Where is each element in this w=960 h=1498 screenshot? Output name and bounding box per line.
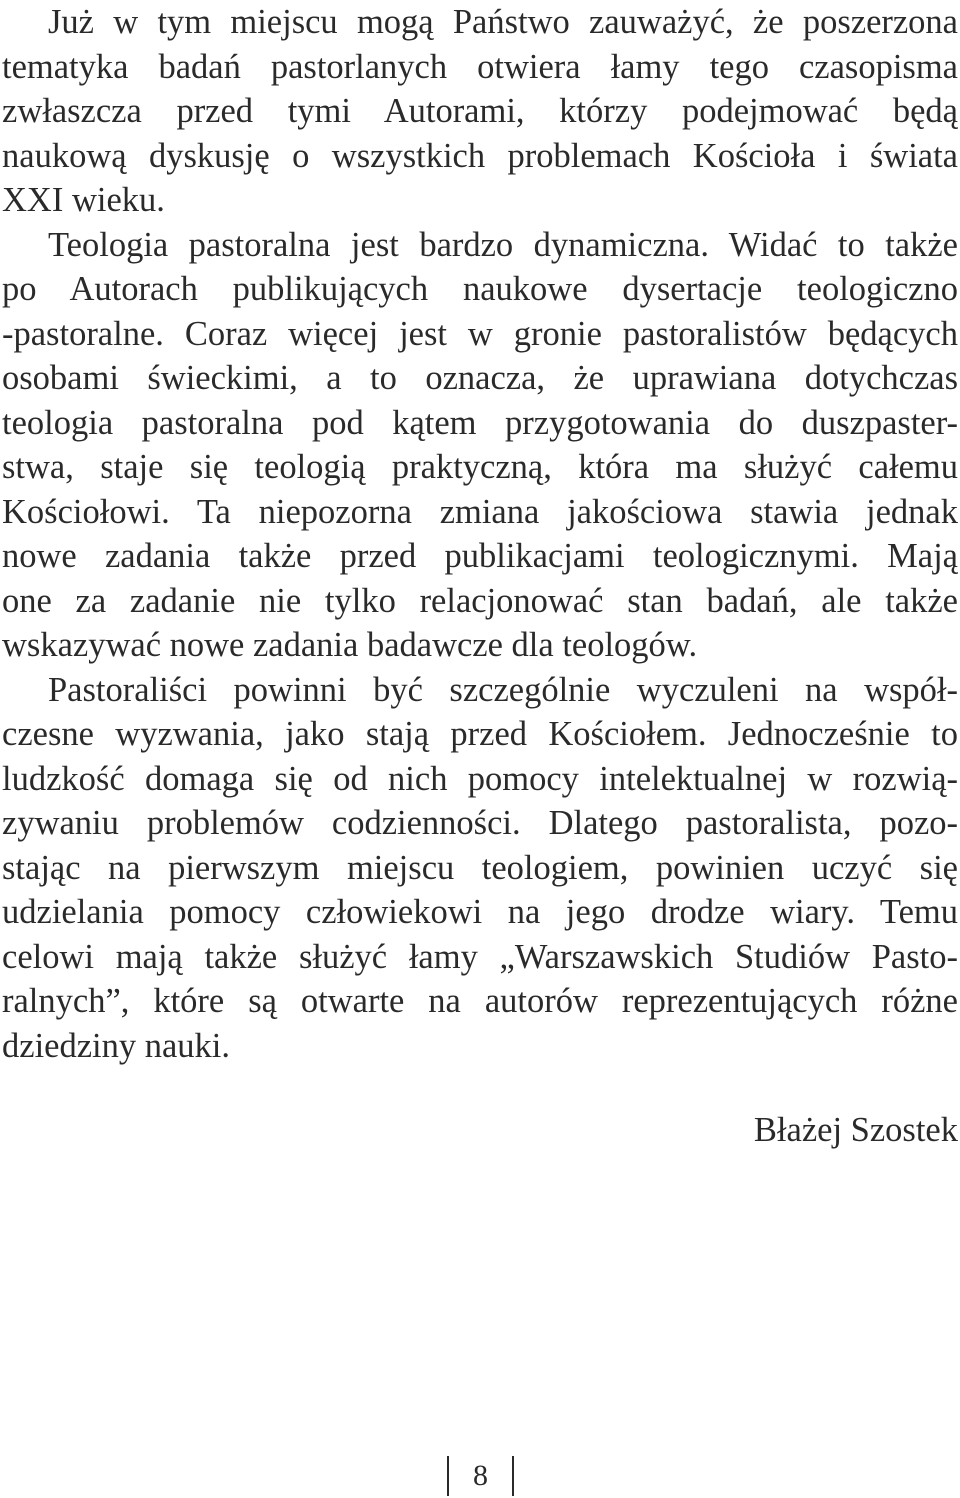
text-line: zwłaszcza przed tymi Autorami, którzy podejmować będą [2,92,958,130]
text-line: -pastoralne. Coraz więcej jest w gronie pastoralistów będących [2,314,958,353]
text-line: wskazywać nowe zadania badawcze dla teologów. [2,626,698,664]
text-line: celowi mają także służyć łamy „Warszawskich Studiów Pasto- [2,937,958,976]
text-line: dziedziny nauki. [2,1026,231,1065]
text-line: Pastoraliści powinni być szczególnie wyczuleni na współ- [48,670,958,709]
text-line: nowe zadania także przed publikacjami teologicznymi. Mają [2,537,958,575]
text-line: tematyka badań pastorlanych otwiera łamy tego czasopisma [2,47,958,86]
text-line: stwa, staje się teologią praktyczną, która ma służyć całemu [2,448,958,486]
text-line: naukową dyskusję o wszystkich problemach Kościoła i świata [2,136,958,175]
text-line: one za zadanie nie tylko relacjonować stan badań, ale także [2,581,958,620]
text-line: teologia pastoralna pod kątem przygotowania do duszpaster- [2,403,958,442]
text-line: ralnych”, które są otwarte na autorów reprezentujących różne [2,982,958,1020]
page-number-right-bar [512,1456,514,1496]
text-line: zywaniu problemów codzienności. Dlatego pastoralista, pozo- [2,804,958,842]
text-line: osobami świeckimi, a to oznacza, że uprawiana dotychczas [2,359,958,397]
text-line: ludzkość domaga się od nich pomocy intelektualnej w rozwią- [2,759,958,798]
text-line: udzielania pomocy człowiekowi na jego drodze wiary. Temu [2,893,958,931]
body-text [2,0,958,1068]
text-line: czesne wyzwania, jako stają przed Kościołem. Jednocześnie to [2,715,958,753]
page-number: 8 [473,1459,488,1492]
text-line: po Autorach publikujących naukowe dysertacje teologiczno [2,270,958,308]
text-line: Teologia pastoralna jest bardzo dynamiczna. Widać to także [48,225,958,264]
author-signature: Błażej Szostek [753,1111,958,1149]
text-line: stając na pierwszym miejscu teologiem, powinien uczyć się [2,848,958,887]
page-number-box [447,1456,514,1496]
text-line: Już w tym miejscu mogą Państwo zauważyć, że poszerzona [48,3,958,41]
text-line: XXI wieku. [2,181,165,219]
text-line: Kościołowi. Ta niepozorna zmiana jakościowa stawia jednak [2,492,958,531]
